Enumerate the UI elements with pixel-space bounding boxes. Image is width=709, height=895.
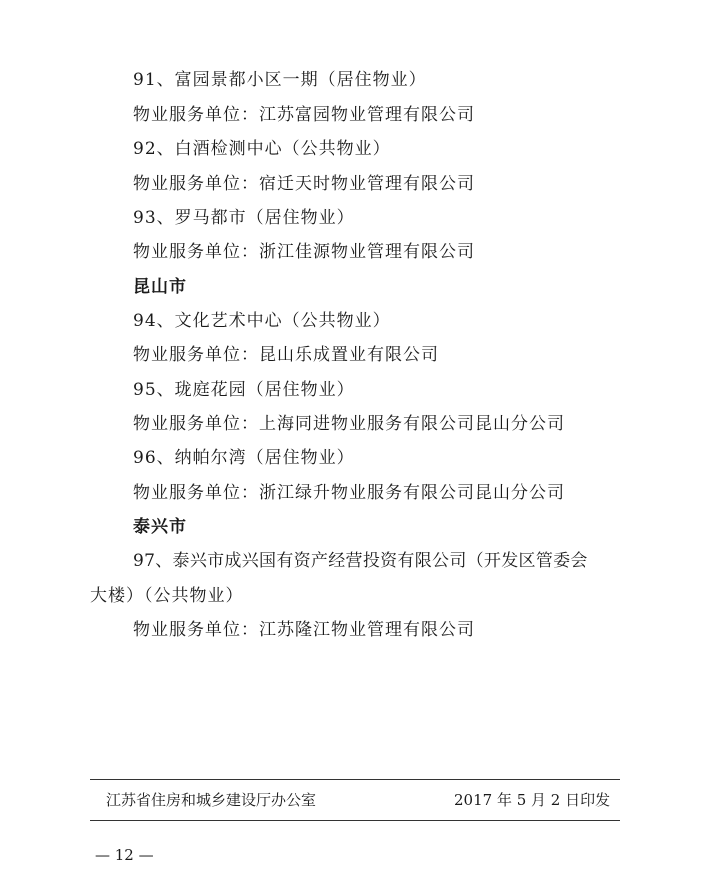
entry-96-title: 96、纳帕尔湾（居住物业） [133,448,355,468]
footer-date: 2017 年 5 月 2 日印发 [454,791,611,809]
footer-bottom-rule [90,820,620,821]
entry-97-title-line-2: 大楼）（公共物业） [90,586,244,606]
entry-91-title: 91、富园景都小区一期（居住物业） [133,70,427,90]
entry-94-title: 94、文化艺术中心（公共物业） [133,311,391,331]
entry-93-service-unit: 物业服务单位：浙江佳源物业管理有限公司 [133,242,475,262]
entry-93-title: 93、罗马都市（居住物业） [133,208,355,228]
entry-94-service-unit: 物业服务单位：昆山乐成置业有限公司 [133,345,439,365]
footer-issuer: 江苏省住房和城乡建设厅办公室 [106,791,317,809]
page-number: — 12 — [95,846,154,864]
entry-96-service-unit: 物业服务单位：浙江绿升物业服务有限公司昆山分公司 [133,483,565,503]
entry-95-title: 95、珑庭花园（居住物业） [133,380,355,400]
entry-92-title: 92、白酒检测中心（公共物业） [133,139,391,159]
entry-97-service-unit: 物业服务单位：江苏隆江物业管理有限公司 [133,620,475,640]
entry-91-service-unit: 物业服务单位：江苏富园物业管理有限公司 [133,105,475,125]
entry-97-title-line-1: 97、泰兴市成兴国有资产经营投资有限公司（开发区管委会 [133,551,588,571]
entry-95-service-unit: 物业服务单位：上海同进物业服务有限公司昆山分公司 [133,414,565,434]
entry-92-service-unit: 物业服务单位：宿迁天时物业管理有限公司 [133,174,475,194]
section-heading-kunshan: 昆山市 [133,277,187,297]
footer-top-rule [90,779,620,780]
section-heading-taixing: 泰兴市 [133,517,187,537]
